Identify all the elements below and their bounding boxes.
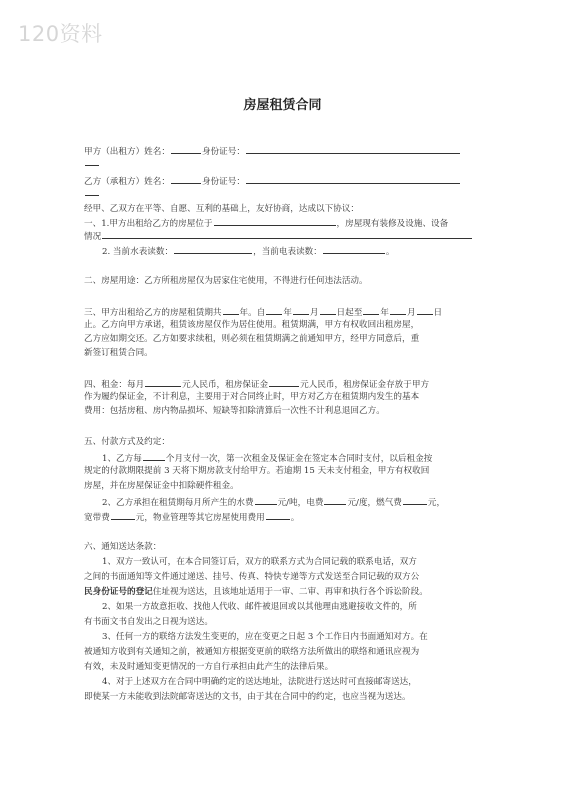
s5-p1-text-b: 个月支付一次，第一次租金及保证金在签定本合同时支付，以后租金按 xyxy=(165,454,433,464)
section-4-line-2: 作为履约保证金，不计利息，主要用于对合同终止时，甲方对乙方在租赁期内发生的基本 xyxy=(84,392,420,402)
s5-p2-text-b: 元/吨，电费 xyxy=(277,498,324,508)
s5-months-blank xyxy=(143,451,165,461)
s4-text-c: 元人民币，租房保证金存放于甲方 xyxy=(300,380,430,390)
s3-text-a: 三、甲方出租给乙方的房屋租赁期共 xyxy=(84,308,222,318)
section-6-p1-line-2: 之间的书面通知等文件通过递送、挂号、传真、特快专递等方式发送至合同记载的双方公 xyxy=(84,572,420,582)
party-a-overflow xyxy=(84,156,100,170)
party-b-label: 乙方（承租方）姓名： xyxy=(84,177,170,187)
party-a-name-blank xyxy=(171,144,201,154)
party-b-id-label: 身份证号： xyxy=(201,177,245,187)
section-6-p3-line-2: 被通知方收到有关通知之前，被通知方根据变更前的联络方法所做出的联络和通讯应视为 xyxy=(84,647,420,657)
s3-text-c: 年 xyxy=(283,308,292,318)
section-4-line-1 xyxy=(84,377,429,391)
section-5-heading: 五、付款方式及约定： xyxy=(84,437,170,447)
section-3-line-3: 乙方应如期交还。乙方如要求续租，则必须在租赁期满之前通知甲方，经甲方同意后，重 xyxy=(84,334,420,344)
s5-water-fee-blank xyxy=(255,495,277,505)
section-3-line-4: 新签订租赁合同。 xyxy=(84,348,153,358)
section-5-p2-line-2 xyxy=(84,510,299,524)
s3-text-g: 月 xyxy=(406,308,416,318)
section-3-line-1 xyxy=(84,305,442,319)
party-a-id-blank-cont xyxy=(85,156,99,166)
s4-text-b: 元人民币，租房保证金 xyxy=(182,380,269,390)
s1-water-label: 2. 当前水表读数： xyxy=(102,247,174,257)
s6-registered-text: 的登记 xyxy=(126,587,153,597)
s5-p2-text-d: 元， xyxy=(427,498,446,508)
s5-p2-end-mark: 。 xyxy=(290,513,300,523)
s3-end-day-blank xyxy=(417,305,433,315)
section-6-p3-line-3: 有效，未及时通知变更情况的一方自行承担由此产生的法律后果。 xyxy=(84,662,334,672)
s5-electric-fee-blank xyxy=(324,495,346,505)
s4-text-a: 四、租金：每月 xyxy=(84,380,145,390)
s1-water-blank xyxy=(174,244,252,254)
s5-p2-text-c: 元/度，燃气费 xyxy=(347,498,402,508)
section-1-line-1 xyxy=(84,216,448,230)
s5-p2-text-a: 2、乙方承担在租赁期每月所产生的水费 xyxy=(102,498,254,508)
s3-text-h: 日 xyxy=(433,308,443,318)
section-4-line-3: 费用：包括房租、房内物品损坏、短缺等扣除清算后一次性不计利息退回乙方。 xyxy=(84,406,385,416)
s1-condition-label: 情况 xyxy=(84,232,102,242)
section-6-heading: 六、通知送达条款： xyxy=(84,542,162,552)
s1-text-a: 一、1.甲方出租给乙方的房屋位于 xyxy=(84,219,213,229)
s3-text-f: 年 xyxy=(380,308,389,318)
section-5-p1-line-3: 房屋，并在房屋保证金中扣除硬件租金。 xyxy=(84,481,239,491)
party-b-overflow xyxy=(84,186,100,200)
s3-start-year-blank xyxy=(266,305,282,315)
s3-start-day-blank xyxy=(320,305,336,315)
party-b-name-blank xyxy=(171,174,201,184)
section-5-p2-line-1 xyxy=(102,495,445,509)
s5-p2-broadband-label: 宽带费 xyxy=(84,513,110,523)
s1-address-blank xyxy=(214,216,336,226)
document-title: 房屋租赁合同 xyxy=(243,98,322,113)
section-6-p1-line-3 xyxy=(84,586,428,598)
s3-end-year-blank xyxy=(363,305,379,315)
s5-other-fee-blank xyxy=(266,510,290,520)
s1-text-b: ，房屋现有装修及设施、设备 xyxy=(336,219,449,229)
section-3-line-2: 止。乙方向甲方承诺，租赁该房屋仅作为居住使用。租赁期满，甲方有权收回出租房屋， xyxy=(84,320,420,330)
s4-deposit-blank xyxy=(269,377,299,387)
s3-text-b: 年。自 xyxy=(239,308,266,318)
section-5-p1-line-2: 规定的付款期限提前 3 天将下期房款支付给甲方。若逾期 15 天未支付租金，甲方有权收回 xyxy=(84,466,430,476)
section-6-p1-line-1: 1、双方一致认可，在本合同签订后，双方的联系方式为合同记载的联系电话，双方 xyxy=(102,557,417,567)
section-6-p4-line-1: 4、对于上述双方在合同中明确约定的送达地址，法院进行送达时可直接邮寄送达， xyxy=(102,677,417,687)
section-6-p2-line-2: 有书面文书自发出之日视为送达。 xyxy=(84,617,213,627)
party-a-line xyxy=(84,144,461,158)
s5-gas-fee-blank xyxy=(403,495,427,505)
party-b-line xyxy=(84,174,461,188)
s5-p1-text-a: 1、乙方每 xyxy=(102,454,142,464)
s6-address-text: 住址视为送达，且该地址适用于一审、二审、再审和执行各个诉讼阶段。 xyxy=(152,587,428,597)
section-6-p4-line-2: 即使某一方未能收到法院邮寄送达的文书，由于其在合同中的约定，也应当视为送达。 xyxy=(84,692,411,702)
section-1-line-3 xyxy=(102,244,394,258)
s1-end-mark: 。 xyxy=(385,247,395,257)
s3-start-month-blank xyxy=(293,305,309,315)
section-2: 二、房屋用途：乙方所租房屋仅为居家住宅使用，不得进行任何违法活动。 xyxy=(84,276,368,286)
intro-text: 经甲、乙双方在平等、自愿、互利的基础上，友好协商，达成以下协议： xyxy=(84,204,360,214)
section-5-p1-line-1 xyxy=(102,451,432,465)
s1-electric-blank xyxy=(323,244,385,254)
s5-broadband-blank xyxy=(111,510,135,520)
s1-electric-label: ，当前电表读数： xyxy=(253,247,322,257)
party-b-id-blank-cont xyxy=(85,186,99,196)
watermark: 120资料 xyxy=(18,22,103,46)
s3-text-d: 月 xyxy=(309,308,319,318)
section-6-p2-line-1: 2、如果一方故意拒收、找他人代收、邮件被退回或以其他理由逃避接收文件的，所 xyxy=(102,602,417,612)
s3-years-blank xyxy=(223,305,239,315)
s6-id-number-text: 民身份证号 xyxy=(84,587,127,597)
s3-end-month-blank xyxy=(390,305,406,315)
s1-condition-blank xyxy=(102,229,472,239)
s4-rent-blank xyxy=(145,377,181,387)
s3-text-e: 日起至 xyxy=(336,308,363,318)
party-a-id-blank xyxy=(246,144,460,154)
section-1-line-2 xyxy=(84,229,473,243)
party-a-id-label: 身份证号： xyxy=(201,147,245,157)
party-b-id-blank xyxy=(246,174,460,184)
s5-p2-text-e: 元，物业管理等其它房屋使用费用 xyxy=(135,513,265,523)
party-a-label: 甲方（出租方）姓名： xyxy=(84,147,170,157)
section-6-p3-line-1: 3、任何一方的联络方法发生变更的，应在变更之日起 3 个工作日内书面通知对方。在 xyxy=(102,632,428,642)
